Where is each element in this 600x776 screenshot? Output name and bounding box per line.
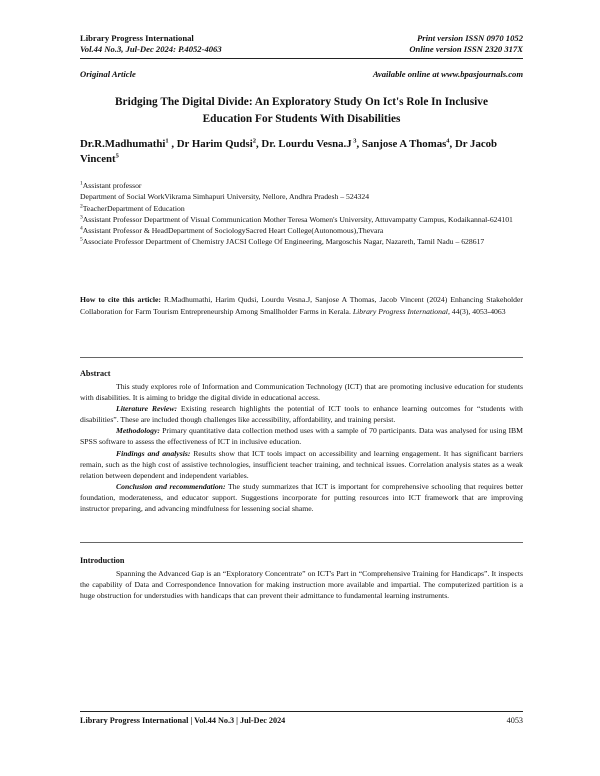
affiliation-line <box>80 203 523 214</box>
author-affiliation-mark: 1 <box>165 137 169 145</box>
affiliation-line <box>80 214 523 225</box>
affiliation-line <box>80 191 523 202</box>
issn-info <box>409 33 523 55</box>
findings-label: Findings and analysis: <box>116 448 191 458</box>
availability-link[interactable]: Available online at www.bpasjournals.com <box>372 69 523 79</box>
methodology-text: Primary quantitative data collection method uses with a sample of 70 participants. Data was analysed for using IBM SPSS software to assess the effectiveness of ICT in inclusive education. <box>80 426 523 447</box>
author-affiliation-mark: 3 <box>351 137 357 145</box>
article-type: Original Article <box>80 69 136 79</box>
citation-block <box>80 294 523 317</box>
affiliation-text: Associate Professor Department of Chemistry JACSI College Of Engineering, Margoschis Nagar, Nazareth, Tamil Nadu – 628617 <box>82 237 485 247</box>
abstract-literature <box>80 403 523 425</box>
affiliation-text: Department of Social WorkVikrama Simhapuri University, Nellore, Andhra Pradesh – 524324 <box>80 192 370 202</box>
online-issn: Online version ISSN 2320 317X <box>409 44 523 54</box>
abstract-bottom-rule <box>80 542 523 543</box>
introduction-body <box>80 568 523 601</box>
author-name: Dr.R.Madhumathi <box>80 138 166 150</box>
affiliation-mark: 3 <box>80 214 83 221</box>
volume-line: Vol.44 No.3, Jul-Dec 2024: P.4052-4063 <box>80 44 222 54</box>
citation-text: R.Madhumathi, Harim Qudsi, Lourdu Vesna.J, Sanjose A Thomas, Jacob Vincent (2024) Enhancing Stakeholder Collaboration for Farm Tourism Entrepreneurship Among Smallholder Farms in Kerala. <box>80 295 523 316</box>
author-name: Dr. Lourdu Vesna.J <box>261 138 352 150</box>
print-issn: Print version ISSN 0970 1052 <box>416 33 523 43</box>
author-separator: , <box>356 138 362 150</box>
affiliation-mark: 4 <box>80 225 83 232</box>
findings-text: Results show that ICT tools impact on accessibility and learning engagement. It has significant barriers remain, such as the high cost of assistive technologies, insufficient teacher training, and technical issues. Correlation analysis states as a weak relation between dependent and independent variables. <box>80 448 523 480</box>
citation-journal: Library Progress International <box>352 306 448 316</box>
affiliation-line <box>80 236 523 247</box>
conclusion-label: Conclusion and recommendation: <box>116 481 226 491</box>
affiliation-mark: 2 <box>80 203 83 210</box>
author-name: Dr Jacob Vincent <box>80 138 498 165</box>
footer-journal: Library Progress International | Vol.44 No.3 | Jul-Dec 2024 <box>80 716 286 725</box>
affiliation-mark: 1 <box>80 180 83 187</box>
abstract-top-rule <box>80 357 523 358</box>
affiliation-text: Assistant Professor Department of Visual Communication Mother Teresa Women's University, Attuvampatty Campus, Kodaikannal-624101 <box>82 214 513 224</box>
literature-text: Existing research highlights the potential of ICT tools to enhance learning outcomes for “students with disabilities”. These are included though challenges like accessibility, affordability, and training persist. <box>80 404 523 425</box>
journal-name: Library Progress International <box>80 33 194 43</box>
citation-label: How to cite this article: <box>80 295 161 304</box>
page-number: 4053 <box>506 716 523 725</box>
author-name: Sanjose A Thomas <box>361 138 447 150</box>
affiliation-line <box>80 180 523 191</box>
affiliation-text: TeacherDepartment of Education <box>82 203 185 213</box>
introduction-heading: Introduction <box>80 556 125 565</box>
abstract-intro: This study explores role of Information and Communication Technology (ICT) that are promoting inclusive education for students with disabilities. It is aiming to bridge the digital divide in educational access. <box>80 382 523 403</box>
abstract-conclusion <box>80 481 523 514</box>
title-line-1: Bridging The Digital Divide: An Exploratory Study On Ict's Role In Inclusive <box>115 96 488 108</box>
author-separator: , <box>168 138 177 150</box>
author-name: Dr Harim Qudsi <box>176 138 253 150</box>
affiliation-text: Assistant Professor & HeadDepartment of SociologySacred Heart College(Autonomous),Thevara <box>82 226 384 236</box>
abstract-methodology <box>80 425 523 447</box>
affiliations <box>80 180 523 248</box>
header-rule <box>80 58 523 59</box>
footer-rule <box>80 711 523 712</box>
title-line-2: Education For Students With Disabilities <box>202 113 401 125</box>
affiliation-line <box>80 225 523 236</box>
author-affiliation-mark: 4 <box>446 137 450 145</box>
affiliation-mark: 5 <box>80 236 83 243</box>
citation-tail: , 44(3), 4053-4063 <box>447 306 506 316</box>
author-affiliation-mark: 2 <box>252 137 256 145</box>
abstract-body <box>80 381 523 514</box>
abstract-heading: Abstract <box>80 369 111 378</box>
author-separator: , <box>255 138 262 150</box>
conclusion-text: The study summarizes that ICT is important for comprehensive schooling that requires better foundation, moderateness, and educator support. Suggestions incorporate for putting resources into ICT framework that are improving instructor preparing, and advancing mindfulness for lessening social shame. <box>80 481 523 514</box>
journal-info <box>80 33 222 55</box>
author-affiliation-mark: 5 <box>115 152 119 160</box>
paper-title <box>90 94 513 128</box>
methodology-label: Methodology: <box>116 426 160 436</box>
author-list <box>80 137 523 167</box>
affiliation-text: Assistant professor <box>82 181 142 190</box>
author-separator: , <box>449 138 455 150</box>
literature-label: Literature Review: <box>116 404 178 414</box>
introduction-paragraph: Spanning the Advanced Gap is an “Exploratory Concentrate” on ICT's Part in “Comprehensive Training for Handicaps”. It inspects the capability of Data and Correspondence Innovation for making instruction more available and impartial. The computerized partition is a huge obstruction for understudies with handicaps that can prevent their admittance to fundamental learning instruments. <box>80 569 523 601</box>
abstract-findings <box>80 448 523 481</box>
